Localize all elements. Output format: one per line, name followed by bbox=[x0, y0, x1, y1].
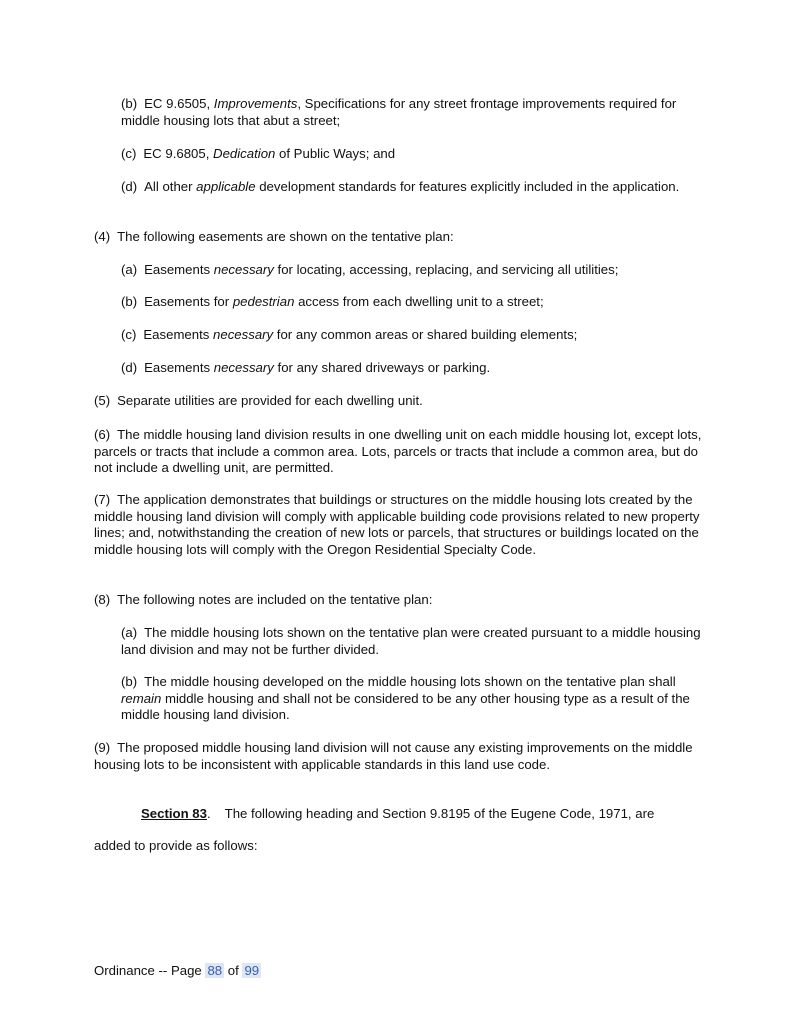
item-d-applicable bbox=[121, 179, 713, 196]
item-5-utilities bbox=[94, 393, 714, 410]
text-segment: Easements bbox=[143, 327, 214, 342]
text-segment: Easements bbox=[144, 262, 214, 277]
footer-prefix: Ordinance -- Page bbox=[94, 963, 202, 978]
item-label: (6) bbox=[94, 427, 111, 442]
text-segment: of Public Ways; and bbox=[275, 146, 396, 161]
item-label: (5) bbox=[94, 393, 111, 408]
italic-term: Improvements bbox=[213, 96, 298, 111]
item-label: (a) bbox=[121, 625, 138, 640]
italic-term: remain bbox=[121, 690, 162, 706]
text-segment: Separate utilities are provided for each dwelling unit. bbox=[117, 393, 423, 408]
text-segment: All other bbox=[144, 179, 197, 194]
text-segment: for any shared driveways or parking. bbox=[273, 360, 491, 375]
item-b-improvements bbox=[121, 96, 713, 129]
section-83-continuation bbox=[94, 838, 714, 855]
item-c-common-areas bbox=[121, 327, 713, 344]
item-c-dedication bbox=[121, 146, 713, 163]
text-segment: development standards for features explicitly included in the application. bbox=[255, 179, 680, 194]
text-segment: The middle housing developed on the middle housing lots shown on the tentative plan shall bbox=[144, 674, 676, 689]
text-segment: middle housing and shall not be considered to be any other housing type as a result of the middle housing land division. bbox=[121, 690, 690, 723]
text-segment: access from each dwelling unit to a street; bbox=[294, 294, 544, 309]
item-label: (c) bbox=[121, 327, 137, 342]
italic-term: necessary bbox=[213, 327, 274, 342]
item-label: (b) bbox=[121, 294, 138, 309]
item-label: (a) bbox=[121, 262, 138, 277]
item-a-further-divided bbox=[121, 625, 713, 658]
page-total: 99 bbox=[244, 963, 260, 978]
item-6-dwelling-unit bbox=[94, 427, 714, 477]
text-segment: The middle housing lots shown on the tentative plan were created pursuant to a middle housing land division and may not be further divided. bbox=[121, 625, 701, 657]
item-label: (c) bbox=[121, 146, 137, 161]
item-label: (9) bbox=[94, 740, 111, 755]
item-a-utilities bbox=[121, 262, 713, 279]
section-text-line1: The following heading and Section 9.8195 of the Eugene Code, 1971, are bbox=[224, 806, 655, 821]
item-label: (b) bbox=[121, 674, 138, 689]
item-9-improvements bbox=[94, 740, 714, 773]
item-label: (d) bbox=[121, 179, 138, 194]
section-text-line2: added to provide as follows: bbox=[94, 838, 258, 853]
section-83-line bbox=[141, 806, 654, 823]
page-footer bbox=[94, 963, 261, 980]
item-label: (4) bbox=[94, 229, 111, 244]
text-segment: Easements bbox=[144, 360, 214, 375]
section-heading: Section 83 bbox=[141, 806, 207, 821]
item-label: (8) bbox=[94, 592, 111, 607]
item-7-building-code bbox=[94, 492, 714, 558]
italic-term: necessary bbox=[213, 360, 274, 375]
item-b-remain bbox=[121, 674, 713, 724]
italic-term: Dedication bbox=[213, 146, 276, 161]
text-segment: Easements for bbox=[144, 294, 233, 309]
italic-term: necessary bbox=[213, 262, 274, 277]
text-segment: The middle housing land division results in one dwelling unit on each middle housing lot, except lots, parcels or tracts that include a common area. Lots, parcels or tracts that include a common area, but do not include a dwelling unit, are permitted. bbox=[94, 427, 702, 476]
italic-term: pedestrian bbox=[232, 294, 295, 309]
item-label: (b) bbox=[121, 96, 138, 111]
item-d-driveways bbox=[121, 360, 713, 377]
text-segment: The application demonstrates that buildings or structures on the middle housing lots created by the middle housing land division will comply with applicable building code provisions related to new property lines; and, notwithstanding the creation of new lots or parcels, that structures or buildings located on the middle housing lots will comply with the Oregon Residential Specialty Code. bbox=[94, 492, 700, 557]
text-segment: The following easements are shown on the tentative plan: bbox=[117, 229, 454, 244]
text-segment: EC 9.6805, bbox=[143, 146, 214, 161]
item-label: (7) bbox=[94, 492, 111, 507]
section-period: . bbox=[206, 806, 211, 821]
text-segment: The following notes are included on the tentative plan: bbox=[117, 592, 433, 607]
item-4-easements bbox=[94, 229, 714, 246]
text-segment: EC 9.6505, bbox=[144, 96, 214, 111]
item-label: (d) bbox=[121, 360, 138, 375]
item-b-pedestrian bbox=[121, 294, 713, 311]
text-segment: The proposed middle housing land division will not cause any existing improvements on the middle housing lots to be inconsistent with applicable standards in this land use code. bbox=[94, 740, 693, 772]
item-8-notes bbox=[94, 592, 714, 609]
text-segment: for any common areas or shared building elements; bbox=[273, 327, 578, 342]
footer-of: of bbox=[227, 963, 239, 978]
italic-term: applicable bbox=[196, 179, 256, 194]
text-segment: for locating, accessing, replacing, and servicing all utilities; bbox=[273, 262, 619, 277]
text-segment: , Specifications for any street frontage improvements required for middle housing lots that abut a street; bbox=[121, 96, 677, 128]
page-number: 88 bbox=[207, 963, 223, 978]
